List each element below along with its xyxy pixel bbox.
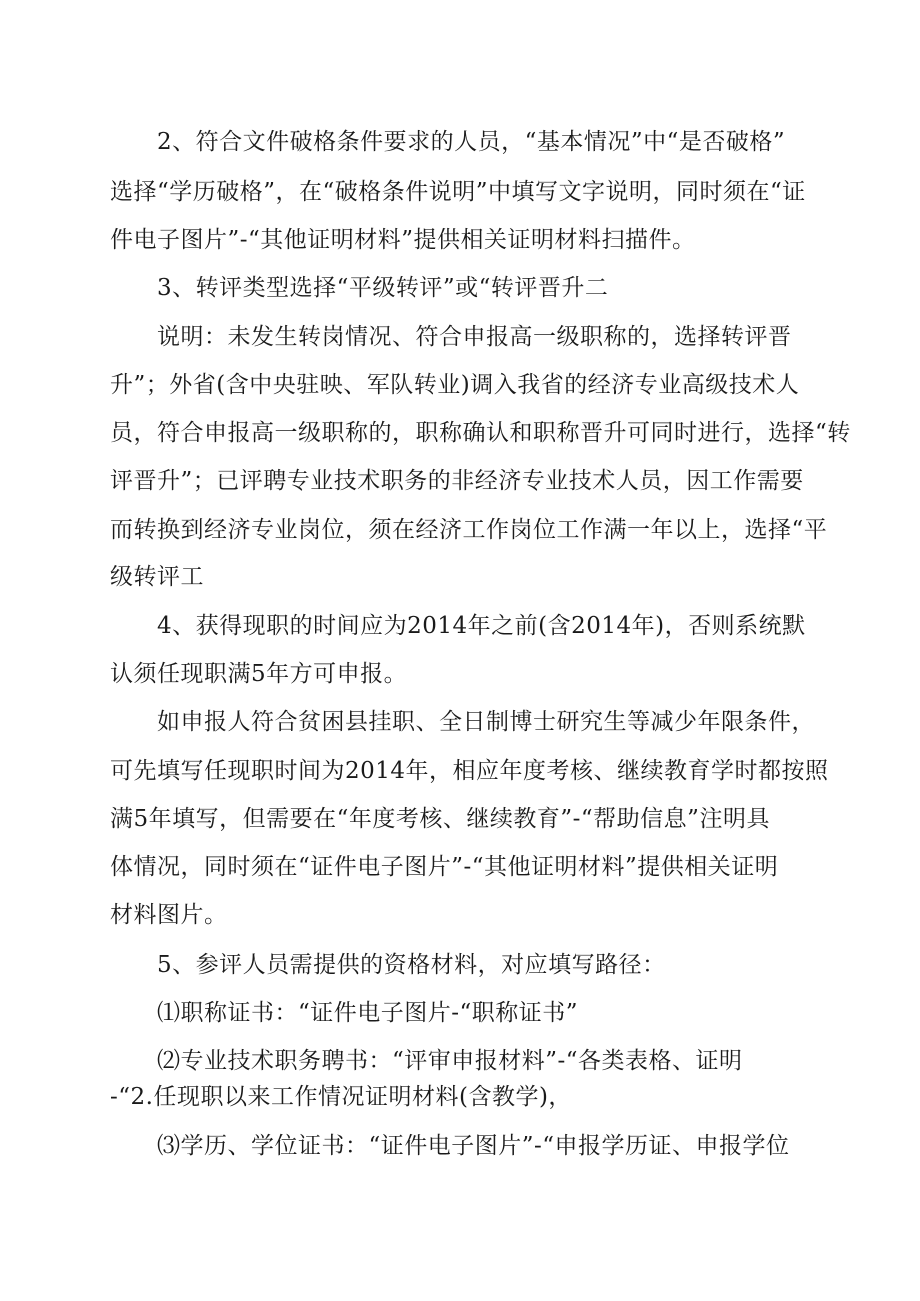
text-line: 满5年填写，但需要在“年度考核、继续教育”-“帮助信息”注明具 [110,806,770,832]
text-line: 升”；外省(含中央驻映、军队转业)调入我省的经济专业高级技术人 [110,372,800,398]
text-line: 2、符合文件破格条件要求的人员，“基本情况”中“是否破格” [110,129,786,155]
text-line: 如申报人符合贫困县挂职、全日制博士研究生等减少年限条件， [110,709,815,735]
text-line: 5、参评人员需提供的资格材料，对应填写路径： [110,952,666,978]
text-line: 认须任现职满5年方可申报。 [110,661,408,687]
text-line: 材料图片。 [110,902,228,928]
text-line: 可先填写任现职时间为2014年，相应年度考核、继续教育学时都按照 [110,758,829,784]
text-line: 选择“学历破格”，在“破格条件说明”中填写文字说明，同时须在“证 [110,179,806,205]
text-line: 4、获得现职的时间应为2014年之前(含2014年)，否则系统默 [110,613,806,639]
text-line: 评晋升”；已评聘专业技术职务的非经济专业技术人员，因工作需要 [110,468,804,494]
text-line: ⑶学历、学位证书：“证件电子图片”-“申报学历证、申报学位 [110,1133,790,1159]
text-line: 体情况，同时须在“证件电子图片”-“其他证明材料”提供相关证明 [110,854,779,880]
text-line: -“2.任现职以来工作情况证明材料(含教学)， [110,1084,572,1110]
text-line: 级转评工 [110,564,204,590]
text-line: 3、转评类型选择“平级转评”或“转评晋升二 [110,275,609,301]
text-line: 而转换到经济专业岗位，须在经济工作岗位工作满一年以上，选择“平 [110,517,828,543]
text-line: 员，符合申报高一级职称的，职称确认和职称晋升可同时进行，选择“转 [110,420,851,446]
text-line: 件电子图片”-“其他证明材料”提供相关证明材料扫描件。 [110,227,696,253]
text-line: 说明：未发生转岗情况、符合申报高一级职称的，选择转评晋 [110,324,792,350]
text-line: ⑴职称证书：“证件电子图片-“职称证书” [110,1000,579,1026]
text-line: ⑵专业技术职务聘书：“评审申报材料”-“各类表格、证明 [110,1048,743,1074]
